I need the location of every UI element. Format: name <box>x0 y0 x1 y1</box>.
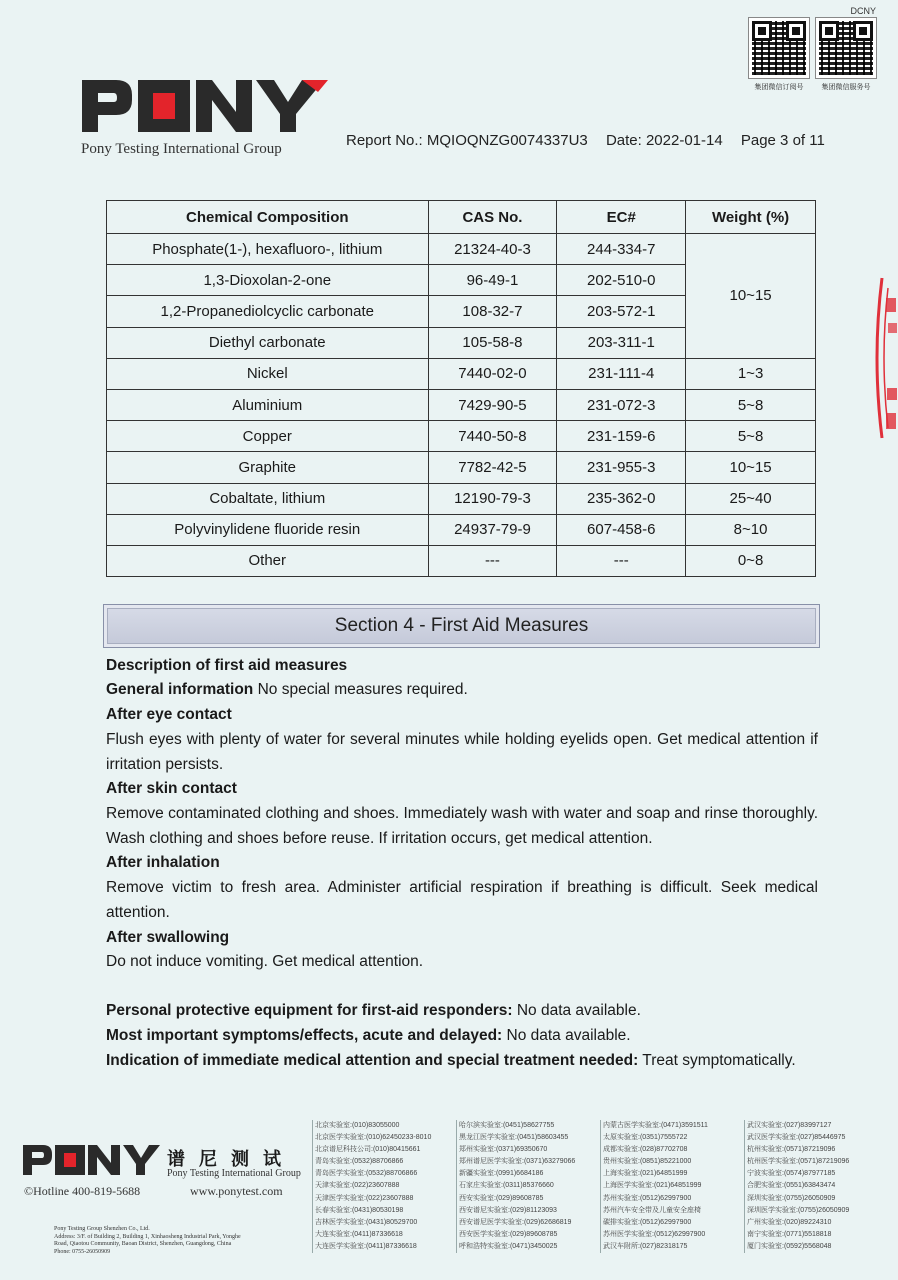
cell-chemical: Phosphate(1-), hexafluoro-, lithium <box>107 234 429 265</box>
cell-chemical: Graphite <box>107 452 429 483</box>
table-row <box>107 514 816 545</box>
lab-entry: 大连实验室:(0411)87336618 <box>315 1230 403 1238</box>
document-code: DCNY <box>850 6 876 16</box>
eye-heading: After eye contact <box>106 706 232 723</box>
qr-code-icon <box>749 18 809 78</box>
table-row <box>107 545 816 576</box>
indication-text: Treat symptomatically. <box>638 1052 796 1069</box>
lab-directory <box>312 1120 888 1253</box>
lab-entry: 青岛医学实验室:(0532)88706866 <box>315 1170 418 1178</box>
lab-entry: 呼和浩特实验室:(0471)3450025 <box>459 1242 558 1250</box>
red-stamp-icon <box>874 268 898 448</box>
lab-entry: 北京实验室:(010)83055000 <box>315 1122 400 1129</box>
report-info-line <box>346 132 839 149</box>
address-line: Phone: 0755-26050909 <box>54 1248 111 1255</box>
lab-entry: 南宁实验室:(0771)5518818 <box>747 1230 832 1238</box>
cell-cas: 7782-42-5 <box>428 452 557 483</box>
symptoms-text: No data available. <box>502 1027 631 1044</box>
symptoms-label: Most important symptoms/effects, acute and delayed: <box>106 1027 503 1044</box>
lab-entry: 西安谱尼实验室:(029)81123093 <box>459 1206 557 1214</box>
cell-cas: 12190-79-3 <box>428 483 557 514</box>
ppe-line <box>106 999 818 1024</box>
swallow-text: Do not induce vomiting. Get medical attention. <box>106 953 424 970</box>
lab-column <box>744 1120 888 1253</box>
general-info <box>106 678 818 703</box>
cell-cas: 7440-50-8 <box>428 421 557 452</box>
lab-entry: 长春实验室:(0431)80530198 <box>315 1206 404 1214</box>
group-name: Pony Testing International Group <box>81 141 282 157</box>
cell-weight: 0~8 <box>686 545 816 576</box>
report-number: Report No.: MQIOQNZG0074337U3 <box>346 132 588 149</box>
general-label: General information <box>106 681 254 698</box>
cell-ec: 203-572-1 <box>557 296 686 327</box>
header-ec: EC# <box>557 201 686 234</box>
cell-cas: 108-32-7 <box>428 296 557 327</box>
inhalation-heading: After inhalation <box>106 854 220 871</box>
table-header-row <box>107 201 816 234</box>
footer-cn-name: 谱尼测试 <box>167 1149 295 1170</box>
footer-pony-logo <box>22 1143 162 1177</box>
header-weight: Weight (%) <box>686 201 816 234</box>
address-line: Road, Qiaotou Community, Baoan District, Shenzhen, Guangdong, China <box>54 1241 232 1247</box>
address-line: Pony Testing Group Shenzhen Co., Ltd. <box>54 1226 150 1232</box>
cell-weight: 5~8 <box>686 421 816 452</box>
table-row <box>107 483 816 514</box>
cell-ec: 244-334-7 <box>557 234 686 265</box>
swallow-heading: After swallowing <box>106 929 230 946</box>
table-row <box>107 358 816 389</box>
table-row <box>107 389 816 420</box>
qr-service <box>815 18 877 92</box>
lab-entry: 吉林医学实验室:(0431)80529700 <box>315 1218 418 1226</box>
table-row <box>107 421 816 452</box>
symptoms-line <box>106 1024 818 1049</box>
cell-ec: 607-458-6 <box>557 514 686 545</box>
cell-cas: 24937-79-9 <box>428 514 557 545</box>
cell-weight: 1~3 <box>686 358 816 389</box>
lab-entry: 深圳实验室:(0755)26050909 <box>747 1194 836 1202</box>
section-title: Section 4 - First Aid Measures <box>103 604 820 648</box>
lab-entry: 上海医学实验室:(021)64851999 <box>603 1182 702 1190</box>
cell-ec: 203-311-1 <box>557 327 686 358</box>
composition-table <box>106 200 816 577</box>
lab-entry: 苏州实验室:(0512)62997900 <box>603 1194 692 1202</box>
lab-entry: 西安实验室:(029)89608785 <box>459 1194 544 1202</box>
header-chemical: Chemical Composition <box>107 201 429 234</box>
cell-chemical: Nickel <box>107 358 429 389</box>
lab-entry: 成都实验室:(028)87702708 <box>603 1146 688 1154</box>
inhalation-text: Remove victim to fresh area. Administer artificial respiration if breathing is difficult. Seek medical attention. <box>106 879 818 921</box>
lab-entry: 青岛实验室:(0532)88706866 <box>315 1158 404 1166</box>
table-row <box>107 234 816 265</box>
lab-entry: 郑州谱尼医学实验室:(0371)63279066 <box>459 1158 576 1166</box>
lab-entry: 武汉医学实验室:(027)85446975 <box>747 1134 846 1142</box>
lab-entry: 西安谱尼医学实验室:(029)62686819 <box>459 1218 572 1226</box>
lab-entry: 郑州实验室:(0371)69350670 <box>459 1146 548 1154</box>
pony-logo <box>80 78 330 134</box>
company-address <box>54 1226 304 1256</box>
lab-entry: 石家庄实验室:(0311)85376660 <box>459 1182 554 1190</box>
qr-caption: 集团微信服务号 <box>821 84 871 91</box>
lab-entry: 杭州实验室:(0571)87219096 <box>747 1146 836 1154</box>
lab-entry: 武汉实验室:(027)83997127 <box>747 1122 832 1129</box>
cell-cas: --- <box>428 545 557 576</box>
lab-entry: 上海实验室:(021)64851999 <box>603 1170 688 1178</box>
lab-column <box>456 1120 600 1253</box>
lab-entry: 西安医学实验室:(029)89608785 <box>459 1230 558 1238</box>
skin-heading: After skin contact <box>106 780 237 797</box>
ppe-label: Personal protective equipment for first-aid responders: <box>106 1002 513 1019</box>
general-text: No special measures required. <box>253 681 468 698</box>
lab-entry: 苏州医学实验室:(0512)62997900 <box>603 1230 706 1238</box>
cell-weight: 10~15 <box>686 452 816 483</box>
lab-column <box>312 1120 456 1253</box>
header-cas: CAS No. <box>428 201 557 234</box>
cell-cas: 96-49-1 <box>428 265 557 296</box>
report-date: Date: 2022-01-14 <box>605 132 723 149</box>
lab-entry: 黑龙江医学实验室:(0451)58603455 <box>459 1134 569 1142</box>
cell-chemical: Other <box>107 545 429 576</box>
lab-entry: 北京医学实验室:(010)62450233-8010 <box>315 1134 432 1142</box>
cell-chemical: Diethyl carbonate <box>107 327 429 358</box>
ppe-text: No data available. <box>512 1002 641 1019</box>
lab-entry: 厦门实验室:(0592)5568048 <box>747 1242 832 1250</box>
cell-weight: 10~15 <box>686 234 816 359</box>
indication-line <box>106 1049 818 1074</box>
lab-entry: 内蒙古医学实验室:(0471)3591511 <box>603 1122 708 1129</box>
website-link[interactable]: www.ponytest.com <box>190 1184 283 1198</box>
hotline: ©Hotline 400-819-5688 <box>24 1184 141 1198</box>
cell-ec: --- <box>557 545 686 576</box>
lab-entry: 碳排实验室:(0512)62997900 <box>603 1218 692 1226</box>
cell-chemical: 1,3-Dioxolan-2-one <box>107 265 429 296</box>
cell-weight: 25~40 <box>686 483 816 514</box>
skin-text: Remove contaminated clothing and shoes. Immediately wash with water and soap and rinse thoroughly. Wash clothing and shoes before reuse. If irritation occurs, get medical attention. <box>106 805 818 847</box>
lab-entry: 大连医学实验室:(0411)87336618 <box>315 1242 417 1250</box>
cell-chemical: Copper <box>107 421 429 452</box>
cell-chemical: Polyvinylidene fluoride resin <box>107 514 429 545</box>
cell-ec: 231-955-3 <box>557 452 686 483</box>
table-row <box>107 452 816 483</box>
cell-ec: 231-159-6 <box>557 421 686 452</box>
lab-entry: 合肥实验室:(0551)63843474 <box>747 1182 836 1190</box>
cell-chemical: Aluminium <box>107 389 429 420</box>
footer-en-name: Pony Testing International Group <box>167 1168 301 1179</box>
cell-cas: 105-58-8 <box>428 327 557 358</box>
cell-chemical: 1,2-Propanediolcyclic carbonate <box>107 296 429 327</box>
cell-ec: 231-072-3 <box>557 389 686 420</box>
lab-entry: 宁波实验室:(0574)87977185 <box>747 1170 836 1178</box>
cell-ec: 235-362-0 <box>557 483 686 514</box>
qr-code-icon <box>816 18 876 78</box>
lab-entry: 贵州实验室:(0851)85221000 <box>603 1158 692 1166</box>
lab-entry: 太原实验室:(0351)7555722 <box>603 1134 688 1142</box>
qr-subscription <box>748 18 810 92</box>
lab-entry: 天津实验室:(022)23607888 <box>315 1182 400 1190</box>
cell-chemical: Cobaltate, lithium <box>107 483 429 514</box>
eye-text: Flush eyes with plenty of water for several minutes while holding eyelids open. Get medical attention if irritation persists. <box>106 731 818 773</box>
lab-column <box>600 1120 744 1253</box>
page-number: Page 3 of 11 <box>740 132 825 149</box>
lab-entry: 武汉车附所:(027)82318175 <box>603 1242 688 1250</box>
cell-weight: 5~8 <box>686 389 816 420</box>
desc-heading: Description of first aid measures <box>106 657 348 674</box>
cell-cas: 21324-40-3 <box>428 234 557 265</box>
cell-ec: 202-510-0 <box>557 265 686 296</box>
lab-entry: 天津医学实验室:(022)23607888 <box>315 1194 414 1202</box>
lab-entry: 哈尔滨实验室:(0451)58627755 <box>459 1122 555 1129</box>
cell-weight: 8~10 <box>686 514 816 545</box>
lab-entry: 广州实验室:(020)89224310 <box>747 1218 832 1226</box>
cell-cas: 7429-90-5 <box>428 389 557 420</box>
address-line: Address: 3/F. of Building 2, Building 1, Xinhaosheng Industrial Park, Yonghe <box>54 1233 241 1240</box>
lab-entry: 苏州汽车安全带及儿童安全座椅 <box>603 1206 701 1214</box>
cell-ec: 231-111-4 <box>557 358 686 389</box>
lab-entry: 新疆实验室:(0991)6684186 <box>459 1170 544 1178</box>
lab-entry: 杭州医学实验室:(0571)87219096 <box>747 1158 850 1166</box>
cell-cas: 7440-02-0 <box>428 358 557 389</box>
qr-caption: 集团微信订阅号 <box>754 84 804 91</box>
lab-entry: 北京谱尼科技公司:(010)80415661 <box>315 1146 421 1154</box>
indication-label: Indication of immediate medical attention and special treatment needed: <box>106 1052 639 1069</box>
lab-entry: 深圳医学实验室:(0755)26050909 <box>747 1206 850 1214</box>
